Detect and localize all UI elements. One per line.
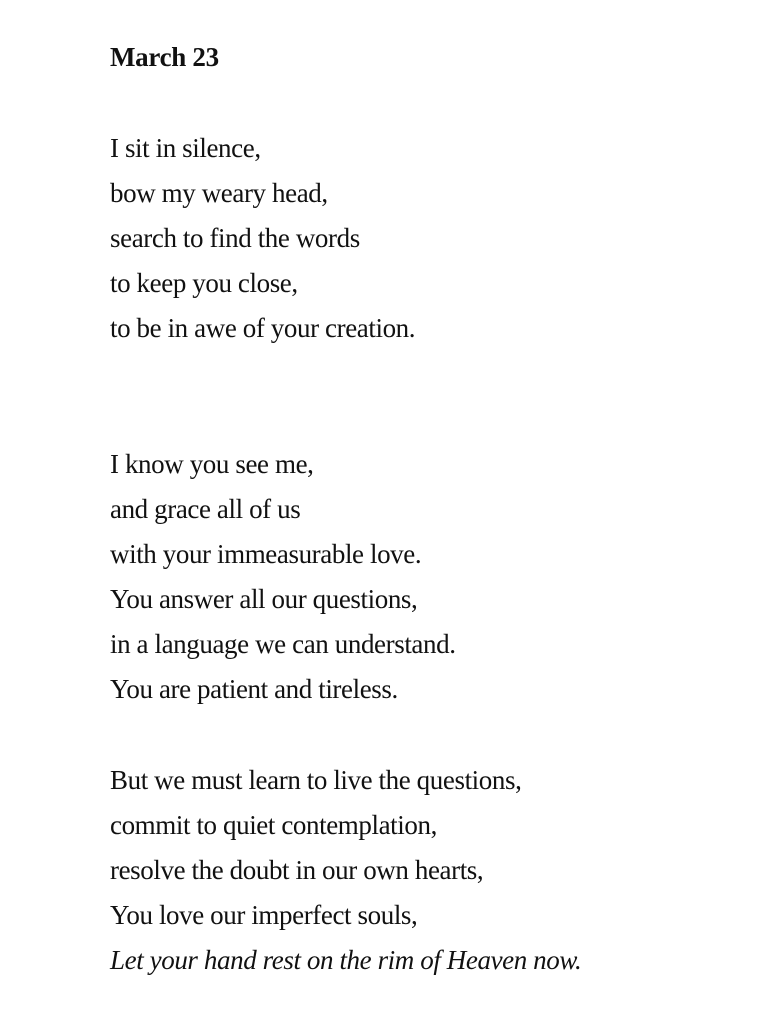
stanza-3 (110, 758, 750, 983)
poem-line: to keep you close, (110, 268, 298, 298)
poem-line: search to find the words (110, 223, 360, 253)
poem-line: and grace all of us (110, 494, 301, 524)
poem-line: with your immeasurable love. (110, 539, 422, 569)
poem-title: March 23 (110, 42, 219, 72)
poem-line: commit to quiet contemplation, (110, 810, 437, 840)
stanza-2 (110, 442, 750, 712)
stanza-1 (110, 126, 750, 351)
poem-line: You love our imperfect souls, (110, 900, 418, 930)
poem-line: resolve the doubt in our own hearts, (110, 855, 484, 885)
poem-line: bow my weary head, (110, 178, 328, 208)
poem-line: I sit in silence, (110, 133, 261, 163)
poem-line: You answer all our questions, (110, 584, 418, 614)
poem-page (110, 36, 750, 983)
poem-line: to be in awe of your creation. (110, 313, 416, 343)
poem-line: I know you see me, (110, 449, 314, 479)
poem-line: in a language we can understand. (110, 629, 456, 659)
poem-line: You are patient and tireless. (110, 674, 398, 704)
poem-line: But we must learn to live the questions, (110, 765, 522, 795)
poem-closing-line: Let your hand rest on the rim of Heaven now. (110, 945, 582, 975)
